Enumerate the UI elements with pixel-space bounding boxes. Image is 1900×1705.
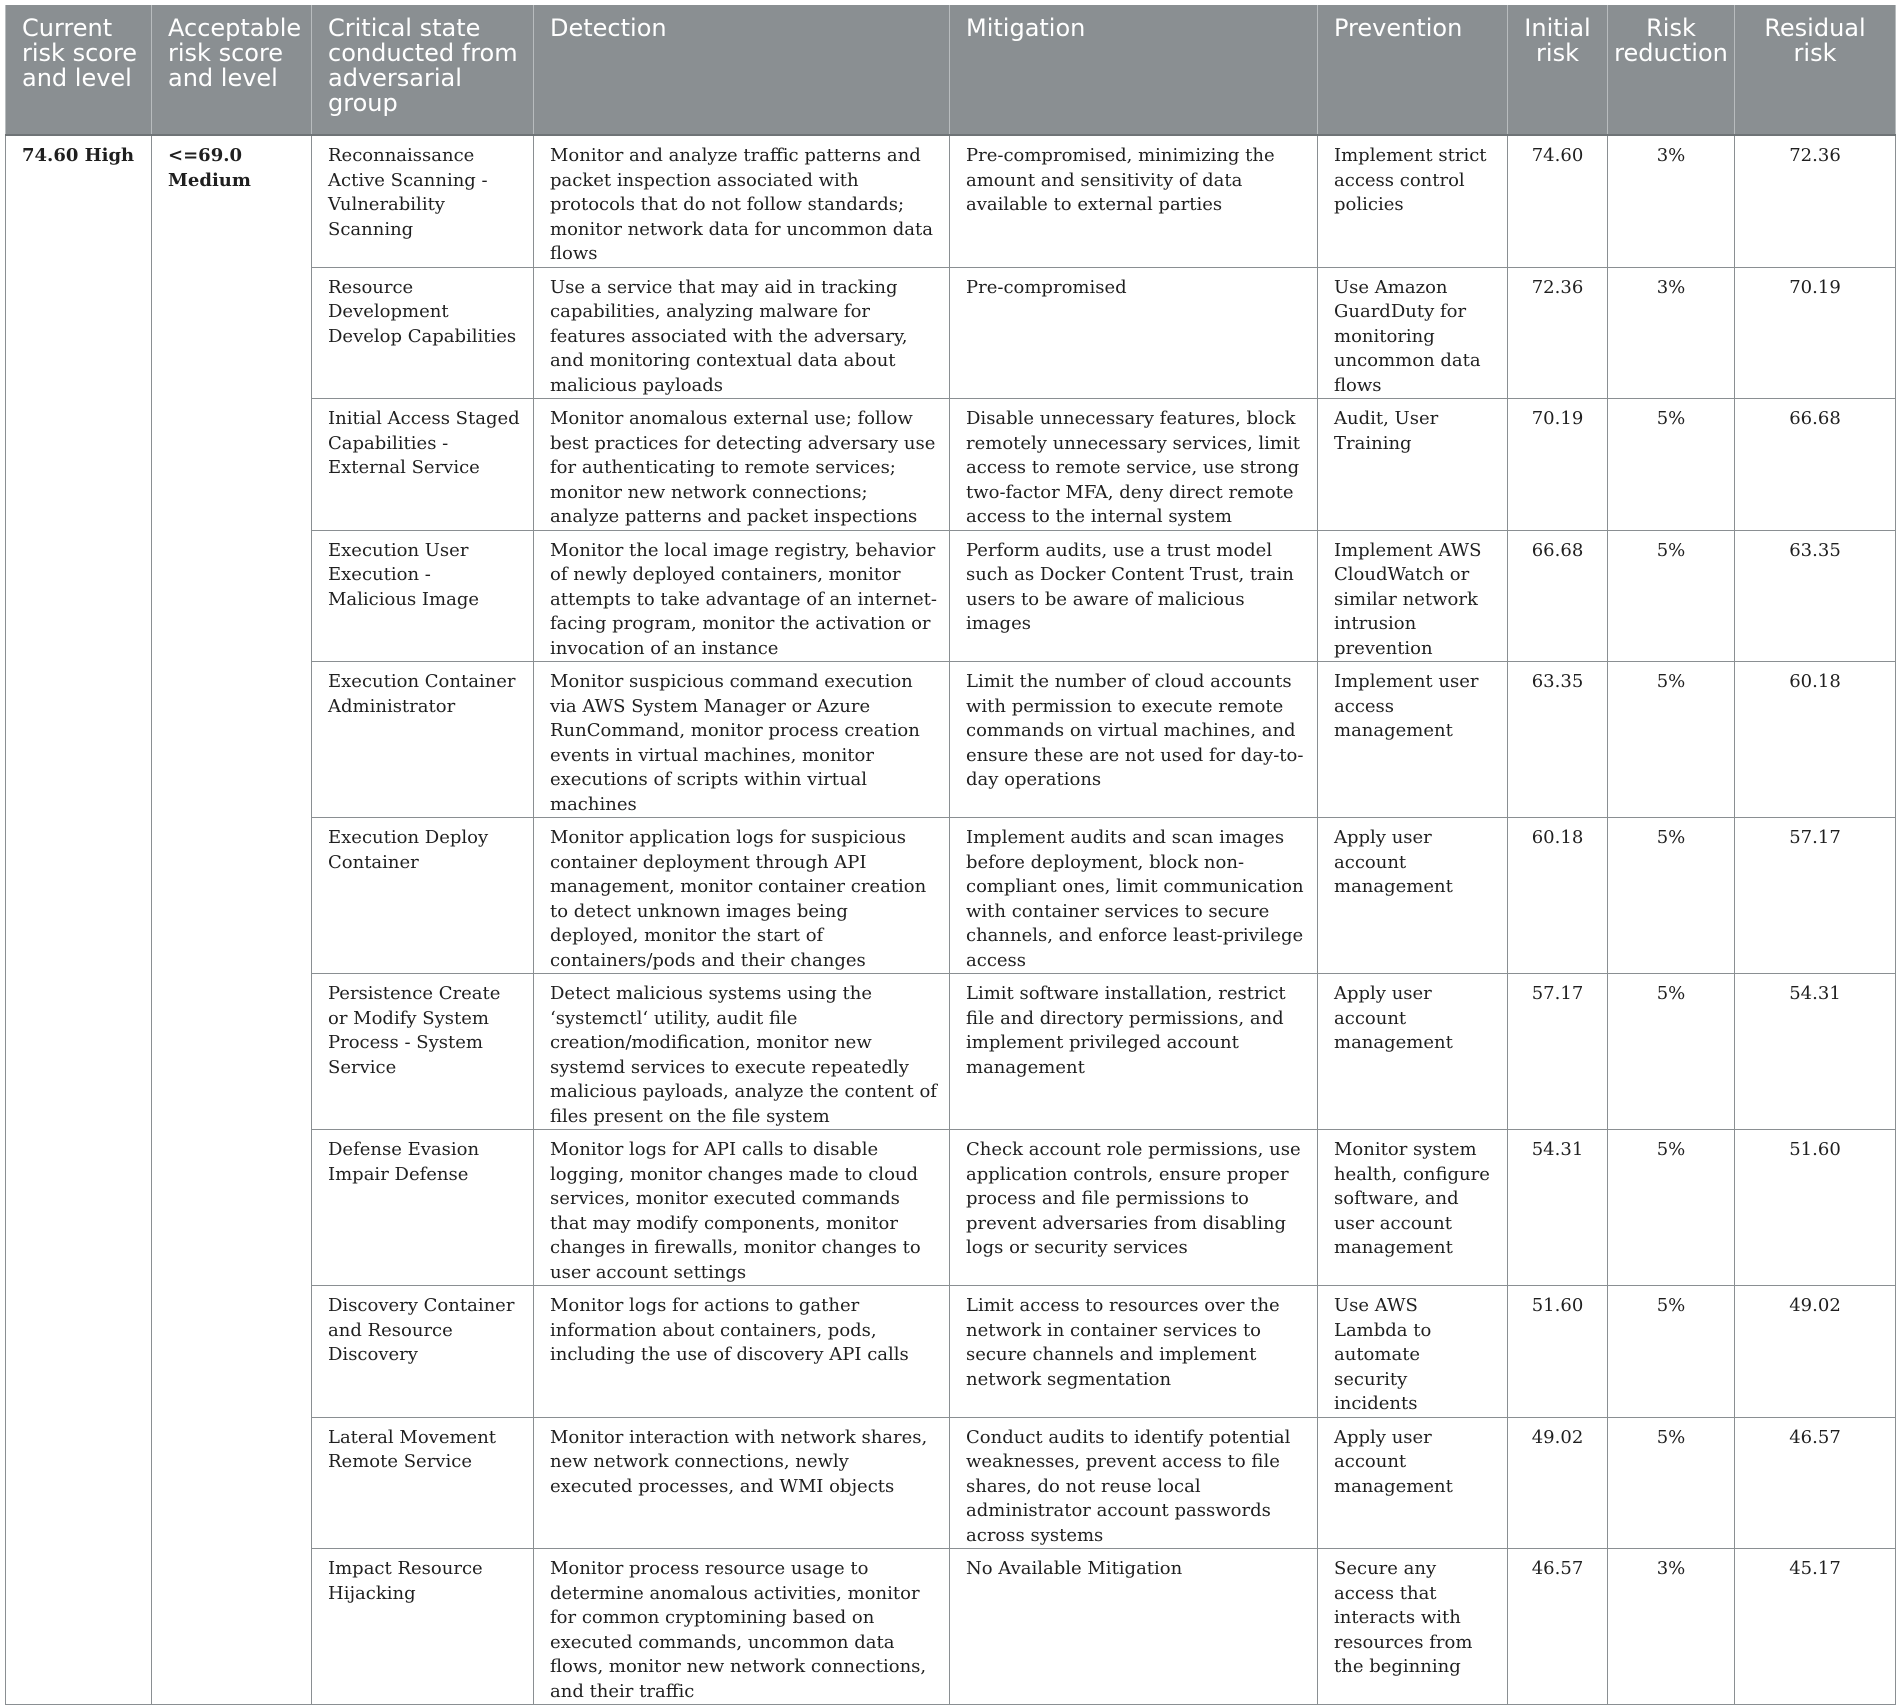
initial-risk-cell: 46.57 <box>1508 1549 1608 1705</box>
initial-risk-cell: 54.31 <box>1508 1130 1608 1286</box>
initial-risk-cell: 72.36 <box>1508 267 1608 399</box>
critical-state-cell: Discovery Container and Resource Discovery <box>312 1286 534 1418</box>
table-body <box>6 135 1896 1705</box>
prevention-cell: Implement user access management <box>1318 662 1508 818</box>
table-row <box>6 135 1896 267</box>
prevention-cell: Use Amazon GuardDuty for monitoring uncommon data flows <box>1318 267 1508 399</box>
detection-cell: Monitor logs for actions to gather information about containers, pods, including the use of discovery API calls <box>534 1286 950 1418</box>
critical-state-cell: Defense Evasion Impair Defense <box>312 1130 534 1286</box>
mitigation-cell: Limit access to resources over the network in container services to secure channels and implement network segmentation <box>950 1286 1318 1418</box>
prevention-cell: Implement AWS CloudWatch or similar network intrusion prevention <box>1318 530 1508 662</box>
residual-risk-cell: 66.68 <box>1735 399 1896 531</box>
detection-cell: Monitor logs for API calls to disable logging, monitor changes made to cloud services, monitor executed commands that may modify components, monitor changes in firewalls, monitor changes to user account settings <box>534 1130 950 1286</box>
initial-risk-cell: 66.68 <box>1508 530 1608 662</box>
initial-risk-cell: 63.35 <box>1508 662 1608 818</box>
header-detection: Detection <box>534 5 950 135</box>
initial-risk-cell: 51.60 <box>1508 1286 1608 1418</box>
residual-risk-cell: 60.18 <box>1735 662 1896 818</box>
critical-state-cell: Execution User Execution - Malicious Image <box>312 530 534 662</box>
critical-state-cell: Reconnaissance Active Scanning - Vulnerability Scanning <box>312 135 534 267</box>
critical-state-cell: Lateral Movement Remote Service <box>312 1417 534 1549</box>
detection-cell: Monitor process resource usage to determine anomalous activities, monitor for common cryptomining based on executed commands, uncommon data flows, monitor new network connections, and their traffic <box>534 1549 950 1705</box>
residual-risk-cell: 51.60 <box>1735 1130 1896 1286</box>
header-initial-risk: Initial risk <box>1508 5 1608 135</box>
mitigation-cell: Implement audits and scan images before deployment, block non-compliant ones, limit communication with container services to secure channels, and enforce least-privilege access <box>950 818 1318 974</box>
risk-reduction-cell: 5% <box>1608 974 1735 1130</box>
initial-risk-cell: 70.19 <box>1508 399 1608 531</box>
critical-state-cell: Persistence Create or Modify System Process - System Service <box>312 974 534 1130</box>
mitigation-cell: Perform audits, use a trust model such as Docker Content Trust, train users to be aware of malicious images <box>950 530 1318 662</box>
initial-risk-cell: 74.60 <box>1508 135 1608 267</box>
risk-reduction-cell: 5% <box>1608 399 1735 531</box>
risk-reduction-cell: 3% <box>1608 135 1735 267</box>
residual-risk-cell: 72.36 <box>1735 135 1896 267</box>
prevention-cell: Apply user account management <box>1318 1417 1508 1549</box>
header-mitigation: Mitigation <box>950 5 1318 135</box>
critical-state-cell: Initial Access Staged Capabilities - External Service <box>312 399 534 531</box>
detection-cell: Monitor suspicious command execution via AWS System Manager or Azure RunCommand, monitor process creation events in virtual machines, monitor executions of scripts within virtual machines <box>534 662 950 818</box>
risk-reduction-cell: 5% <box>1608 1130 1735 1286</box>
detection-cell: Monitor and analyze traffic patterns and packet inspection associated with protocols that do not follow standards; monitor network data for uncommon data flows <box>534 135 950 267</box>
current-risk-score: 74.60 High <box>6 135 152 1705</box>
header-current-risk: Current risk score and level <box>6 5 152 135</box>
critical-state-cell: Execution Container Administrator <box>312 662 534 818</box>
critical-state-cell: Execution Deploy Container <box>312 818 534 974</box>
acceptable-risk-score: <=69.0 Medium <box>152 135 312 1705</box>
residual-risk-cell: 63.35 <box>1735 530 1896 662</box>
prevention-cell: Audit, User Training <box>1318 399 1508 531</box>
risk-reduction-cell: 5% <box>1608 1286 1735 1418</box>
mitigation-cell: No Available Mitigation <box>950 1549 1318 1705</box>
prevention-cell: Monitor system health, configure software, and user account management <box>1318 1130 1508 1286</box>
prevention-cell: Secure any access that interacts with resources from the beginning <box>1318 1549 1508 1705</box>
residual-risk-cell: 57.17 <box>1735 818 1896 974</box>
mitigation-cell: Limit the number of cloud accounts with permission to execute remote commands on virtual machines, and ensure these are not used for day-to-day operations <box>950 662 1318 818</box>
initial-risk-cell: 49.02 <box>1508 1417 1608 1549</box>
risk-reduction-cell: 5% <box>1608 530 1735 662</box>
critical-state-cell: Resource Development Develop Capabilities <box>312 267 534 399</box>
mitigation-cell: Pre-compromised <box>950 267 1318 399</box>
critical-state-cell: Impact Resource Hijacking <box>312 1549 534 1705</box>
detection-cell: Monitor application logs for suspicious container deployment through API management, monitor container creation to detect unknown images being deployed, monitor the start of containers/pods and their changes <box>534 818 950 974</box>
mitigation-cell: Limit software installation, restrict file and directory permissions, and implement privileged account management <box>950 974 1318 1130</box>
residual-risk-cell: 45.17 <box>1735 1549 1896 1705</box>
risk-reduction-cell: 5% <box>1608 1417 1735 1549</box>
detection-cell: Monitor anomalous external use; follow best practices for detecting adversary use for authenticating to remote services; monitor new network connections; analyze patterns and packet inspections <box>534 399 950 531</box>
header-residual-risk: Residual risk <box>1735 5 1896 135</box>
detection-cell: Monitor interaction with network shares, new network connections, newly executed processes, and WMI objects <box>534 1417 950 1549</box>
detection-cell: Use a service that may aid in tracking capabilities, analyzing malware for features associated with the adversary, and monitoring contextual data about malicious payloads <box>534 267 950 399</box>
residual-risk-cell: 70.19 <box>1735 267 1896 399</box>
risk-reduction-cell: 3% <box>1608 1549 1735 1705</box>
mitigation-cell: Check account role permissions, use application controls, ensure proper process and file permissions to prevent adversaries from disabling logs or security services <box>950 1130 1318 1286</box>
header-acceptable-risk: Acceptable risk score and level <box>152 5 312 135</box>
initial-risk-cell: 60.18 <box>1508 818 1608 974</box>
detection-cell: Monitor the local image registry, behavior of newly deployed containers, monitor attempts to take advantage of an internet-facing program, monitor the activation or invocation of an instance <box>534 530 950 662</box>
prevention-cell: Apply user account management <box>1318 818 1508 974</box>
risk-reduction-cell: 5% <box>1608 662 1735 818</box>
header-critical-state: Critical state conducted from adversarial group <box>312 5 534 135</box>
risk-reduction-cell: 5% <box>1608 818 1735 974</box>
prevention-cell: Use AWS Lambda to automate security incidents <box>1318 1286 1508 1418</box>
prevention-cell: Apply user account management <box>1318 974 1508 1130</box>
header-row <box>6 5 1896 135</box>
initial-risk-cell: 57.17 <box>1508 974 1608 1130</box>
risk-assessment-table <box>5 5 1896 1705</box>
header-prevention: Prevention <box>1318 5 1508 135</box>
residual-risk-cell: 54.31 <box>1735 974 1896 1130</box>
prevention-cell: Implement strict access control policies <box>1318 135 1508 267</box>
header-risk-reduction: Risk reduction <box>1608 5 1735 135</box>
residual-risk-cell: 46.57 <box>1735 1417 1896 1549</box>
detection-cell: Detect malicious systems using the ‘systemctl‘ utility, audit file creation/modification, monitor new systemd services to execute repeatedly malicious payloads, analyze the content of files present on the file system <box>534 974 950 1130</box>
mitigation-cell: Disable unnecessary features, block remotely unnecessary services, limit access to remote service, use strong two-factor MFA, deny direct remote access to the internal system <box>950 399 1318 531</box>
risk-reduction-cell: 3% <box>1608 267 1735 399</box>
residual-risk-cell: 49.02 <box>1735 1286 1896 1418</box>
mitigation-cell: Conduct audits to identify potential weaknesses, prevent access to file shares, do not reuse local administrator account passwords across systems <box>950 1417 1318 1549</box>
mitigation-cell: Pre-compromised, minimizing the amount and sensitivity of data available to external parties <box>950 135 1318 267</box>
